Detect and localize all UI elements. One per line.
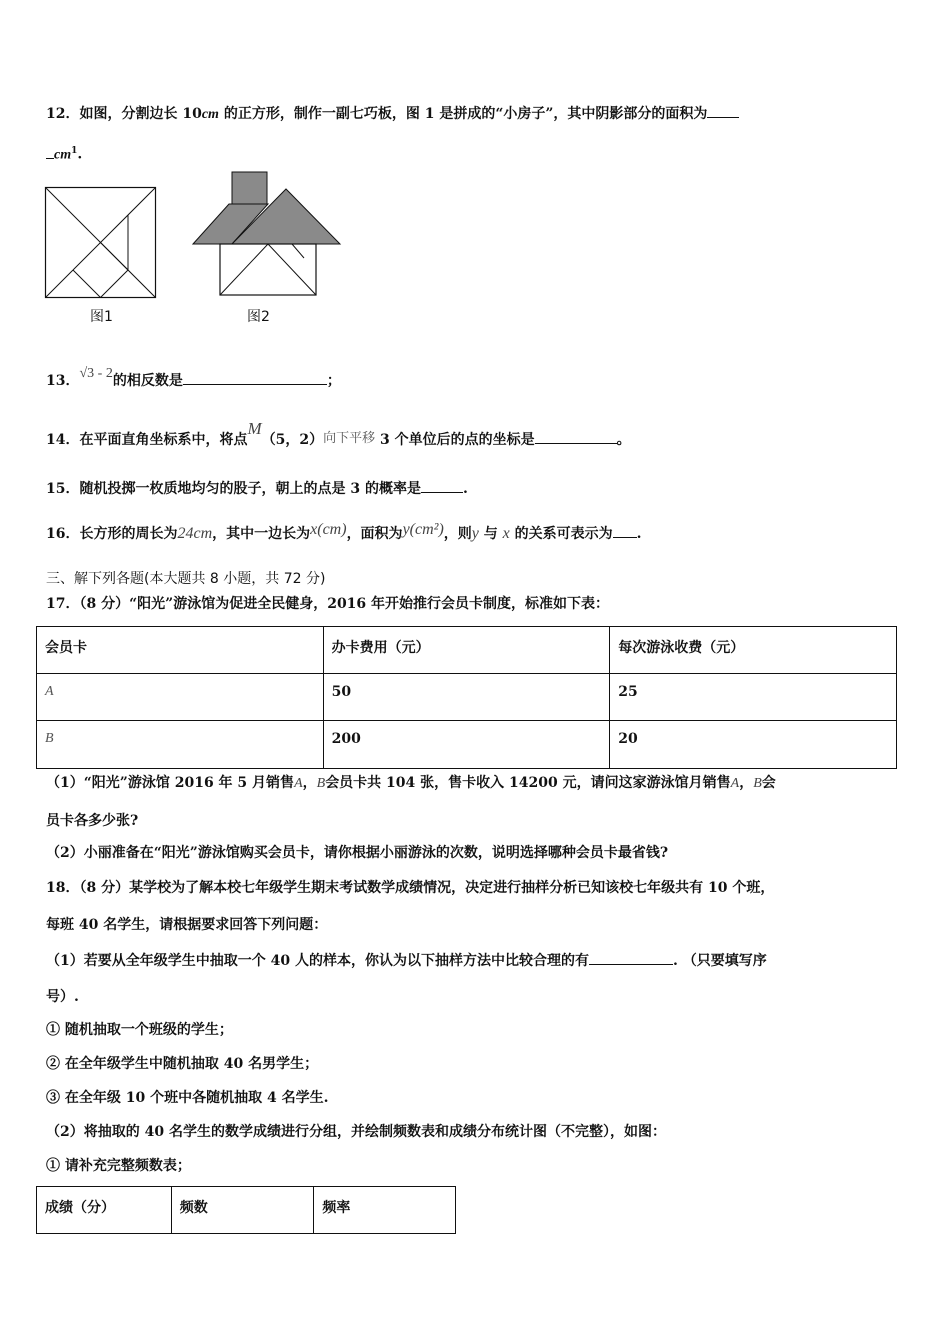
q14-point-label: M: [247, 419, 262, 438]
table-header-cell: 办卡费用（元）: [323, 627, 610, 674]
q18-option-1: ① 随机抽取一个班级的学生；: [46, 1022, 233, 1038]
freq-header-cell: 频数: [171, 1187, 314, 1234]
table-cell-card: A: [37, 674, 324, 721]
q18-p1-text-b: . （只要填写序: [672, 953, 767, 969]
q16-line: [46, 523, 642, 543]
q12-answer-blank[interactable]: [707, 103, 739, 118]
q13-text: 的相反数是: [112, 373, 183, 389]
q14-line: [46, 419, 631, 450]
q14-text-b: 3 个单位后的点的坐标是: [375, 432, 535, 448]
q12-line2: [46, 142, 82, 165]
figure-1-caption: 图1: [90, 309, 113, 325]
q17-part2: （2）小丽准备在“阳光”游泳馆购买会员卡，请你根据小丽游泳的次数，说明选择哪种会员卡最省钱?: [46, 845, 669, 861]
q17-part1-line2: 员卡各多少张?: [46, 813, 139, 829]
q18-option-3: ③ 在全年级 10 个班中各随机抽取 4 名学生.: [46, 1090, 329, 1106]
q14-end: 。: [616, 432, 631, 448]
q16-x-var: x: [502, 525, 510, 542]
figure-1-tangram: [45, 187, 157, 299]
q18-part1-line2: 号）.: [46, 989, 79, 1005]
q14-shift: 向下平移: [323, 431, 376, 446]
q16-y-expr: y(cm²): [402, 521, 444, 538]
q18-option-2: ② 在全年级学生中随机抽取 40 名男学生；: [46, 1056, 319, 1072]
q13-line: [46, 366, 341, 391]
section-3-heading: 三、解下列各题(本大题共 8 小题，共 72 分): [46, 571, 326, 587]
figure-2-house: [192, 170, 342, 300]
q13-end: ；: [326, 373, 341, 389]
table-cell-fee: 200: [323, 721, 610, 769]
q17-card-b-2: B: [753, 776, 762, 791]
q17-p1-text-a: （1）“阳光”游泳馆 2016 年 5 月销售: [46, 775, 295, 791]
house-body: [220, 244, 316, 295]
chimney-square: [232, 172, 267, 204]
q12-text-a: 12．如图，分割边长 10: [46, 106, 202, 122]
q17-card-a-2: A: [730, 776, 740, 791]
freq-header-cell: 频率: [314, 1187, 456, 1234]
q15-line: [46, 478, 468, 498]
q15-end: .: [462, 481, 468, 497]
q17-p1-text-b: 会员卡共 104 张，售卡收入 14200 元，请问这家游泳馆月销售: [325, 775, 731, 791]
q18-p1-text-a: （1）若要从全年级学生中抽取一个 40 人的样本，你认为以下抽样方法中比较合理的有: [46, 953, 589, 969]
q18-part2-a: ① 请补充完整频数表；: [46, 1158, 191, 1174]
q16-text-a: 16．长方形的周长为: [46, 526, 178, 542]
table-cell-card: B: [37, 721, 324, 769]
q13-expression: √3 - 2: [79, 366, 113, 381]
q16-text-d: ，则: [443, 526, 472, 542]
q16-text-b: ，其中一边长为: [212, 526, 311, 542]
table-cell-per-swim: 25: [610, 674, 897, 721]
q13-answer-blank[interactable]: [183, 370, 327, 385]
q18-intro-line1: 18．（8 分）某学校为了解本校七年级学生期末考试数学成绩情况，决定进行抽样分析已知该校七年级共有 10 个班，: [46, 880, 775, 896]
q16-end: .: [636, 526, 642, 542]
q14-text-a: 14．在平面直角坐标系中，将点: [46, 432, 248, 448]
q17-comma-2: ，: [739, 775, 754, 791]
table-header-row: [37, 627, 897, 674]
q13-number: 13．: [46, 373, 80, 389]
table-cell-per-swim: 20: [610, 721, 897, 769]
table-header-cell: 每次游泳收费（元）: [610, 627, 897, 674]
freq-header-cell: 成绩（分）: [37, 1187, 172, 1234]
q16-text-f: 的关系可表示为: [509, 526, 613, 542]
q17-card-b: B: [316, 776, 326, 791]
q18-frequency-table: [36, 1186, 456, 1234]
q17-card-a: A: [294, 776, 303, 791]
q12-answer-blank-cont[interactable]: [46, 144, 54, 159]
q17-intro: 17．（8 分）“阳光”游泳馆为促进全民健身，2016 年开始推行会员卡制度，标准如下表：: [46, 596, 610, 612]
q17-p1-text-c: 会: [761, 775, 776, 791]
freq-header-row: [37, 1187, 456, 1234]
q14-answer-blank[interactable]: [535, 429, 617, 444]
q14-coords: （5，2）: [261, 432, 324, 448]
table-cell-fee: 50: [323, 674, 610, 721]
q12-end: .: [77, 146, 83, 163]
q15-answer-blank[interactable]: [421, 478, 463, 493]
q17-part1-line1: [46, 774, 776, 793]
q16-y-var: y: [471, 525, 479, 542]
q12-sup: 1: [71, 146, 78, 156]
q12-text-b: 的正方形，制作一副七巧板，图 1 是拼成的“小房子”，其中阴影部分的面积为: [218, 106, 708, 122]
q12-line1: [46, 103, 739, 124]
table-header-cell: 会员卡: [37, 627, 324, 674]
q16-x-expr: x(cm): [310, 521, 347, 538]
table-row: [37, 674, 897, 721]
q17-membership-table: [36, 626, 897, 769]
q16-text-e: 与: [478, 526, 503, 542]
q12-unit: cm: [201, 107, 219, 122]
q18-part1-line1: [46, 950, 767, 970]
figure-2-caption: 图2: [247, 309, 270, 325]
q16-perimeter: 24cm: [177, 525, 213, 542]
q16-text-c: ，面积为: [346, 526, 403, 542]
q17-comma: ，: [302, 775, 317, 791]
q12-unit2: cm: [54, 147, 72, 163]
q18-answer-blank[interactable]: [589, 950, 673, 965]
q18-part2: （2）将抽取的 40 名学生的数学成绩进行分组，并绘制频数表和成绩分布统计图（不完整），如图：: [46, 1124, 666, 1140]
q16-answer-blank[interactable]: [613, 523, 637, 538]
q18-intro-line2: 每班 40 名学生，请根据要求回答下列问题：: [46, 917, 328, 933]
q15-text: 15．随机投掷一枚质地均匀的股子，朝上的点是 3 的概率是: [46, 481, 421, 497]
table-row: [37, 721, 897, 769]
